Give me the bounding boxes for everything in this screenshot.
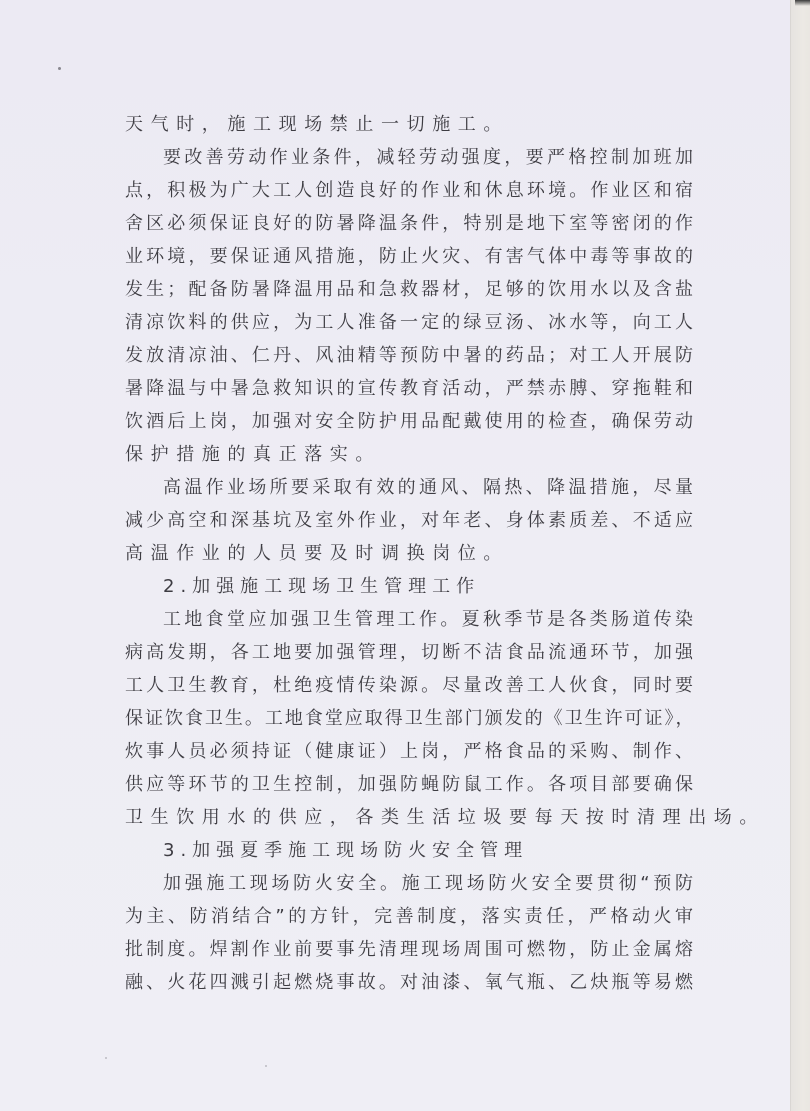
text-line: 饮酒后上岗，加强对安全防护用品配戴使用的检查，确保劳动 (125, 411, 693, 432)
text-line: 高温作业的人员要及时调换岗位。 (125, 543, 509, 564)
text-line: 减少高空和深基坑及室外作业，对年老、身体素质差、不适应 (125, 510, 693, 531)
text-line: 病高发期，各工地要加强管理，切断不洁食品流通环节，加强 (125, 642, 693, 663)
text-line: 批制度。焊割作业前要事先清理现场周围可燃物，防止金属熔 (125, 939, 693, 960)
document-body (125, 113, 765, 1004)
text-line: 卫生饮用水的供应，各类生活垃圾要每天按时清理出场。 (125, 807, 765, 828)
text-line: 发生；配备防暑降温用品和急救器材，足够的饮用水以及含盐 (125, 279, 693, 300)
text-line: 供应等环节的卫生控制，加强防蝇防鼠工作。各项目部要确保 (125, 774, 693, 795)
text-line: 为主、防消结合”的方针，完善制度，落实责任，严格动火审 (125, 906, 693, 927)
text-line: 工人卫生教育，杜绝疫情传染源。尽量改善工人伙食，同时要 (125, 675, 693, 696)
scan-speck (105, 1057, 107, 1059)
text-line: 要改善劳动作业条件，减轻劳动强度，要严格控制加班加 (163, 147, 693, 168)
text-line: 炊事人员必须持证（健康证）上岗，严格食品的采购、制作、 (125, 741, 693, 762)
text-line: 加强施工现场防火安全。施工现场防火安全要贯彻“预防 (163, 873, 693, 894)
text-line: 点，积极为广大工人创造良好的作业和休息环境。作业区和宿 (125, 180, 693, 201)
text-line: 融、火花四溅引起燃烧事故。对油漆、氧气瓶、乙炔瓶等易燃 (125, 972, 693, 993)
text-line: 保护措施的真正落实。 (125, 444, 381, 465)
text-line: 清凉饮料的供应，为工人准备一定的绿豆汤、冰水等，向工人 (125, 312, 693, 333)
section-heading: 3.加强夏季施工现场防火安全管理 (163, 840, 529, 861)
scanner-corner-shadow (795, 0, 810, 6)
scanner-edge (790, 0, 810, 1111)
text-line: 舍区必须保证良好的防暑降温条件，特别是地下室等密闭的作 (125, 213, 693, 234)
text-line: 业环境，要保证通风措施，防止火灾、有害气体中毒等事故的 (125, 246, 693, 267)
text-line: 工地食堂应加强卫生管理工作。夏秋季节是各类肠道传染 (163, 609, 693, 630)
scan-speck (265, 1065, 267, 1067)
text-line: 保证饮食卫生。工地食堂应取得卫生部门颁发的《卫生许可证》， (125, 708, 693, 729)
scan-speck (58, 67, 61, 70)
section-heading: 2.加强施工现场卫生管理工作 (163, 576, 481, 597)
text-line: 暑降温与中暑急救知识的宣传教育活动，严禁赤膊、穿拖鞋和 (125, 378, 693, 399)
text-line: 发放清凉油、仁丹、风油精等预防中暑的药品；对工人开展防 (125, 345, 693, 366)
text-line: 天气时，施工现场禁止一切施工。 (125, 114, 509, 135)
text-line: 高温作业场所要采取有效的通风、隔热、降温措施，尽量 (163, 477, 693, 498)
